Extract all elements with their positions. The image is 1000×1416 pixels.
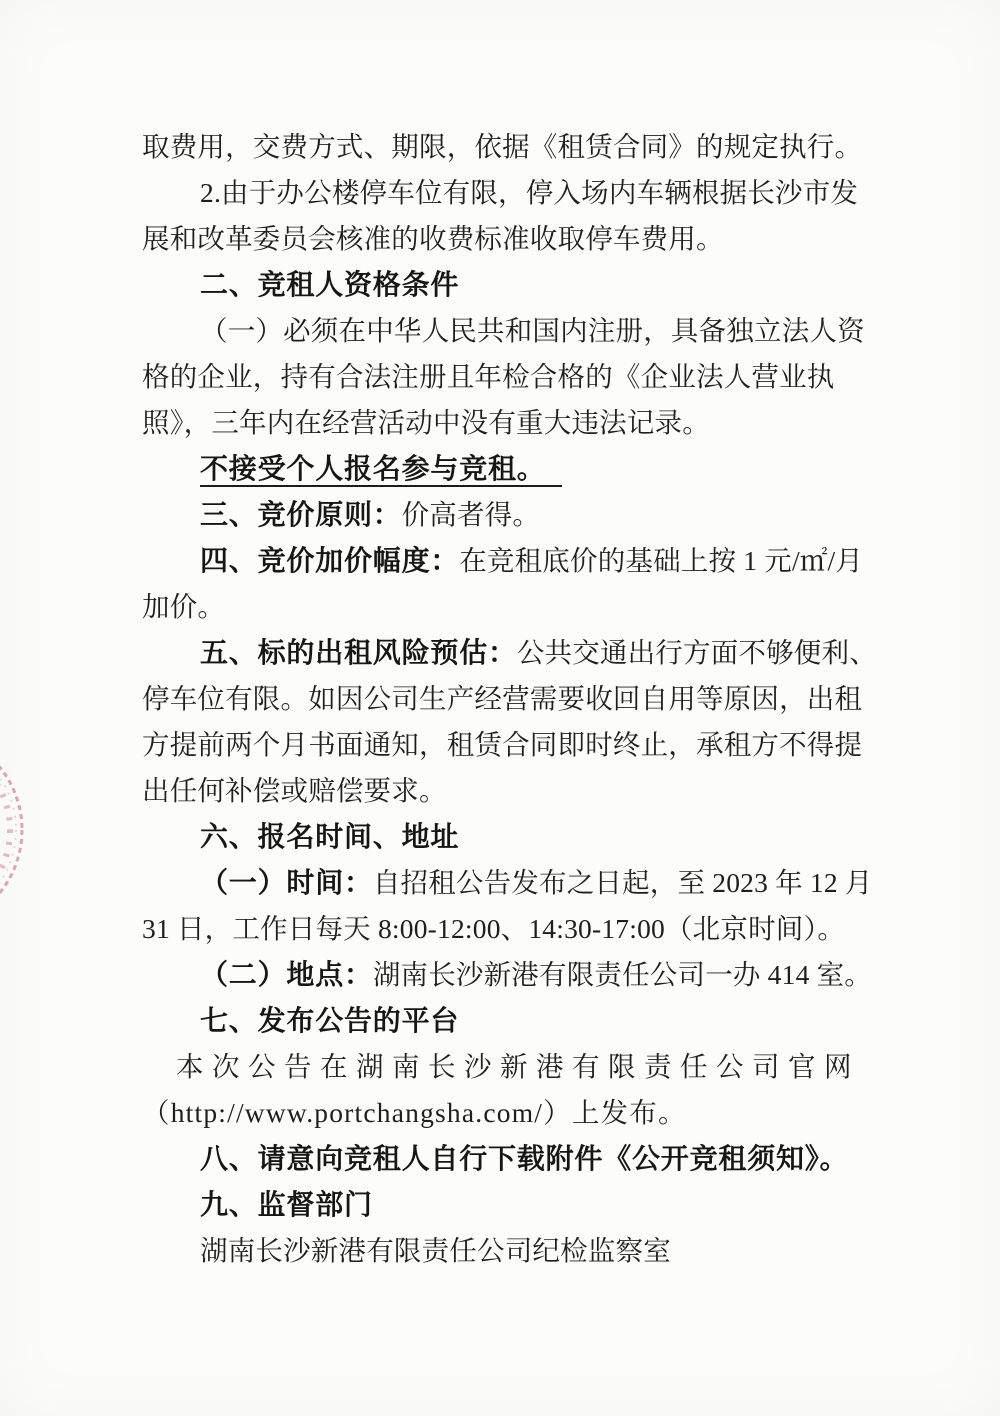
text-line (142, 124, 872, 170)
body-text: 31 日，工作日每天 8:00-12:00、14:30-17:00（北京时间）。 (142, 913, 846, 944)
document-text (142, 124, 877, 1274)
heading-text: （一）时间： (200, 867, 373, 898)
body-text: 在竞租底价的基础上按 1 元/㎡/月 (459, 545, 864, 576)
body-text: 方提前两个月书面通知，租赁合同即时终止，承租方不得提 (142, 729, 863, 760)
text-line (142, 860, 872, 906)
text-line (142, 1044, 872, 1090)
heading-text: 四、竞价加价幅度： (200, 545, 460, 576)
text-line (142, 814, 872, 860)
text-line (142, 1136, 872, 1182)
body-text: 湖南长沙新港有限责任公司纪检监察室 (200, 1235, 671, 1266)
text-line (142, 262, 872, 308)
text-line (142, 1182, 872, 1228)
body-text: 湖南长沙新港有限责任公司一办 414 室。 (372, 959, 873, 990)
body-text: 出任何补偿或赔偿要求。 (142, 775, 447, 806)
heading-text: 二、竞租人资格条件 (200, 269, 460, 300)
body-text: 本次公告在湖南长沙新港有限责任公司官网 (176, 1051, 860, 1082)
text-line (142, 722, 872, 768)
body-text: 照》，三年内在经营活动中没有重大违法记录。 (142, 407, 710, 438)
body-text: 公共交通出行方面不够便利、 (516, 637, 877, 668)
text-line (142, 952, 872, 998)
heading-text: 九、监督部门 (200, 1189, 373, 1220)
body-text: 取费用，交费方式、期限，依据《租赁合同》的规定执行。 (142, 131, 863, 162)
text-line (142, 584, 872, 630)
text-line (142, 354, 872, 400)
text-line (142, 446, 872, 492)
heading-text: 八、请意向竞租人自行下载附件《公开竞租须知》。 (200, 1143, 849, 1174)
body-text: 展和改革委员会核准的收费标准收取停车费用。 (142, 223, 724, 254)
body-text: （http://www.portchangsha.com/）上发布。 (142, 1097, 687, 1128)
text-line (142, 492, 872, 538)
text-line (142, 768, 872, 814)
body-text: 加价。 (142, 591, 226, 622)
text-line (142, 998, 872, 1044)
text-line (142, 538, 872, 584)
body-text: （一）必须在中华人民共和国内注册，具备独立法人资 (200, 315, 865, 346)
body-text: 格的企业，持有合法注册且年检合格的《企业法人营业执 (142, 361, 835, 392)
body-text: 价高者得。 (401, 499, 541, 530)
heading-text: （二）地点： (200, 959, 373, 990)
body-text: 2.由于办公楼停车位有限，停入场内车辆根据长沙市发 (200, 177, 859, 208)
text-line (142, 400, 872, 446)
text-line (142, 1090, 872, 1136)
heading-text: 三、竞价原则： (200, 499, 402, 530)
body-text: 停车位有限。如因公司生产经营需要收回自用等原因，出租 (142, 683, 863, 714)
heading-text: 七、发布公告的平台 (200, 1005, 460, 1036)
body-text: 自招租公告发布之日起，至 2023 年 12 月 (372, 867, 873, 898)
heading-text: 六、报名时间、地址 (200, 821, 460, 852)
heading-text: 五、标的出租风险预估： (200, 637, 517, 668)
text-line (142, 1228, 872, 1274)
text-line (142, 906, 872, 952)
text-line (142, 170, 872, 216)
red-seal-icon (0, 766, 46, 904)
text-line (142, 676, 872, 722)
heading-text: 不接受个人报名参与竞租。 (200, 453, 562, 487)
text-line (142, 308, 872, 354)
text-line (142, 216, 872, 262)
text-line (142, 630, 877, 676)
